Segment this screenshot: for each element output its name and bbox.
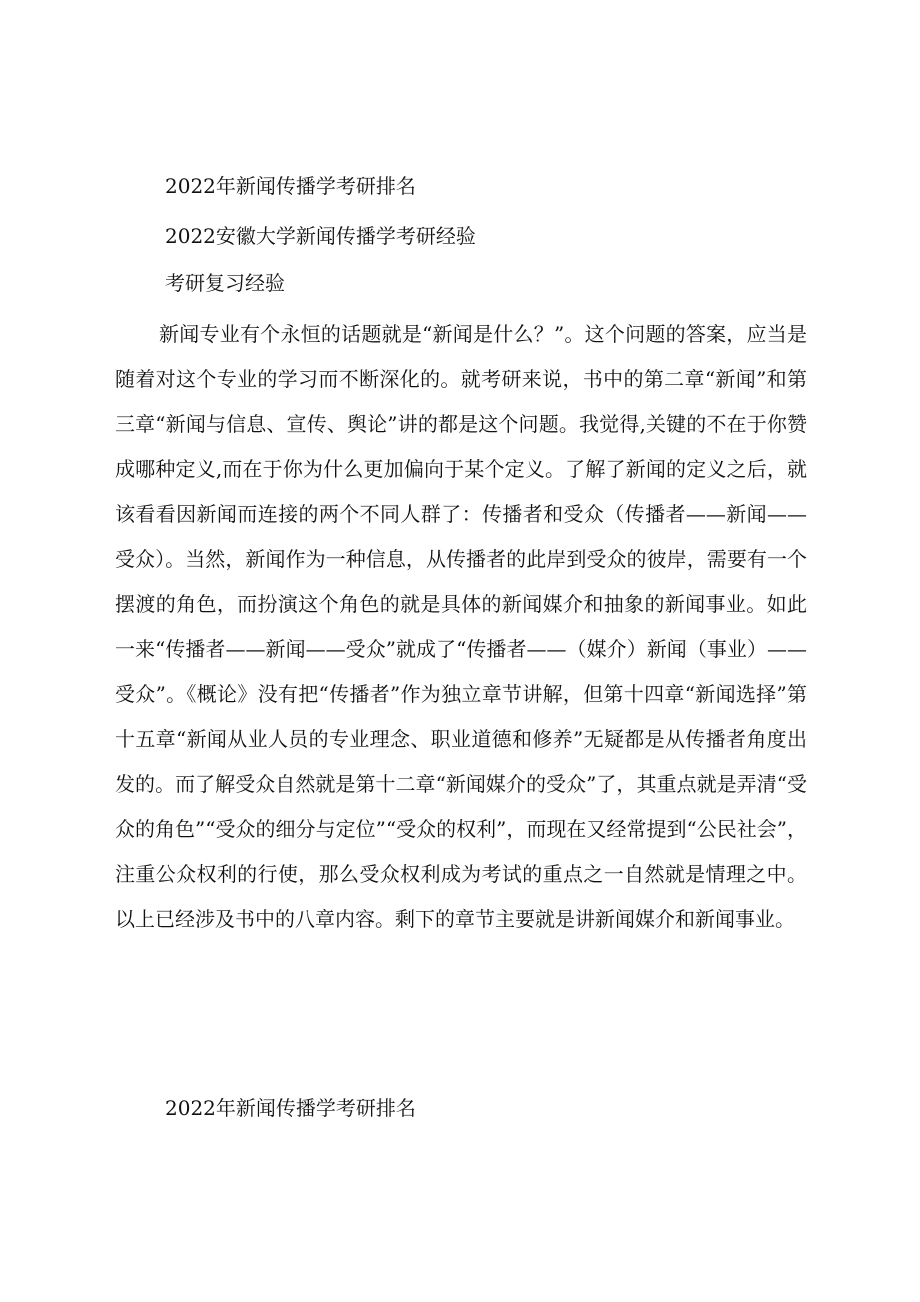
body-paragraph: 新闻专业有个永恒的话题就是“新闻是什么？”。这个问题的答案，应当是随着对这个专业的学习而不断深化的。就考研来说，书中的第二章“新闻”和第三章“新闻与信息、宣传、舆论”讲的都是这个问题。我觉得,关键的不在于你赞成哪种定义,而在于你为什么更加偏向于某个定义。了解了新闻的定义之后，就该看看因新闻而连接的两个不同人群了：传播者和受众（传播者——新闻——受众）。当然，新闻作为一种信息，从传播者的此岸到受众的彼岸，需要有一个摆渡的角色，而扮演这个角色的就是具体的新闻媒介和抽象的新闻事业。如此一来“传播者——新闻——受众”就成了“传播者——（媒介）新闻（事业）——受众”。《概论》没有把“传播者”作为独立章节讲解，但第十四章“新闻选择”第十五章“新闻从业人员的专业理念、职业道德和修养”无疑都是从传播者角度出发的。而了解受众自然就是第十二章“新闻媒介的受众”了，其重点就是弄清“受众的角色”“受众的细分与定位”“受众的权利”，而现在又经常提到“公民社会”，注重公众权利的行使，那么受众权利成为考试的重点之一自然就是情理之中。以上已经涉及书中的八章内容。剩下的章节主要就是讲新闻媒介和新闻事业。 (115, 322, 807, 931)
anhui-experience-heading: 2022安徽大学新闻传播学考研经验 (165, 224, 476, 248)
review-experience-heading: 考研复习经验 (165, 271, 285, 295)
ranking-heading: 2022年新闻传播学考研排名 (165, 174, 416, 198)
footer-ranking-heading: 2022年新闻传播学考研排名 (165, 1096, 416, 1120)
